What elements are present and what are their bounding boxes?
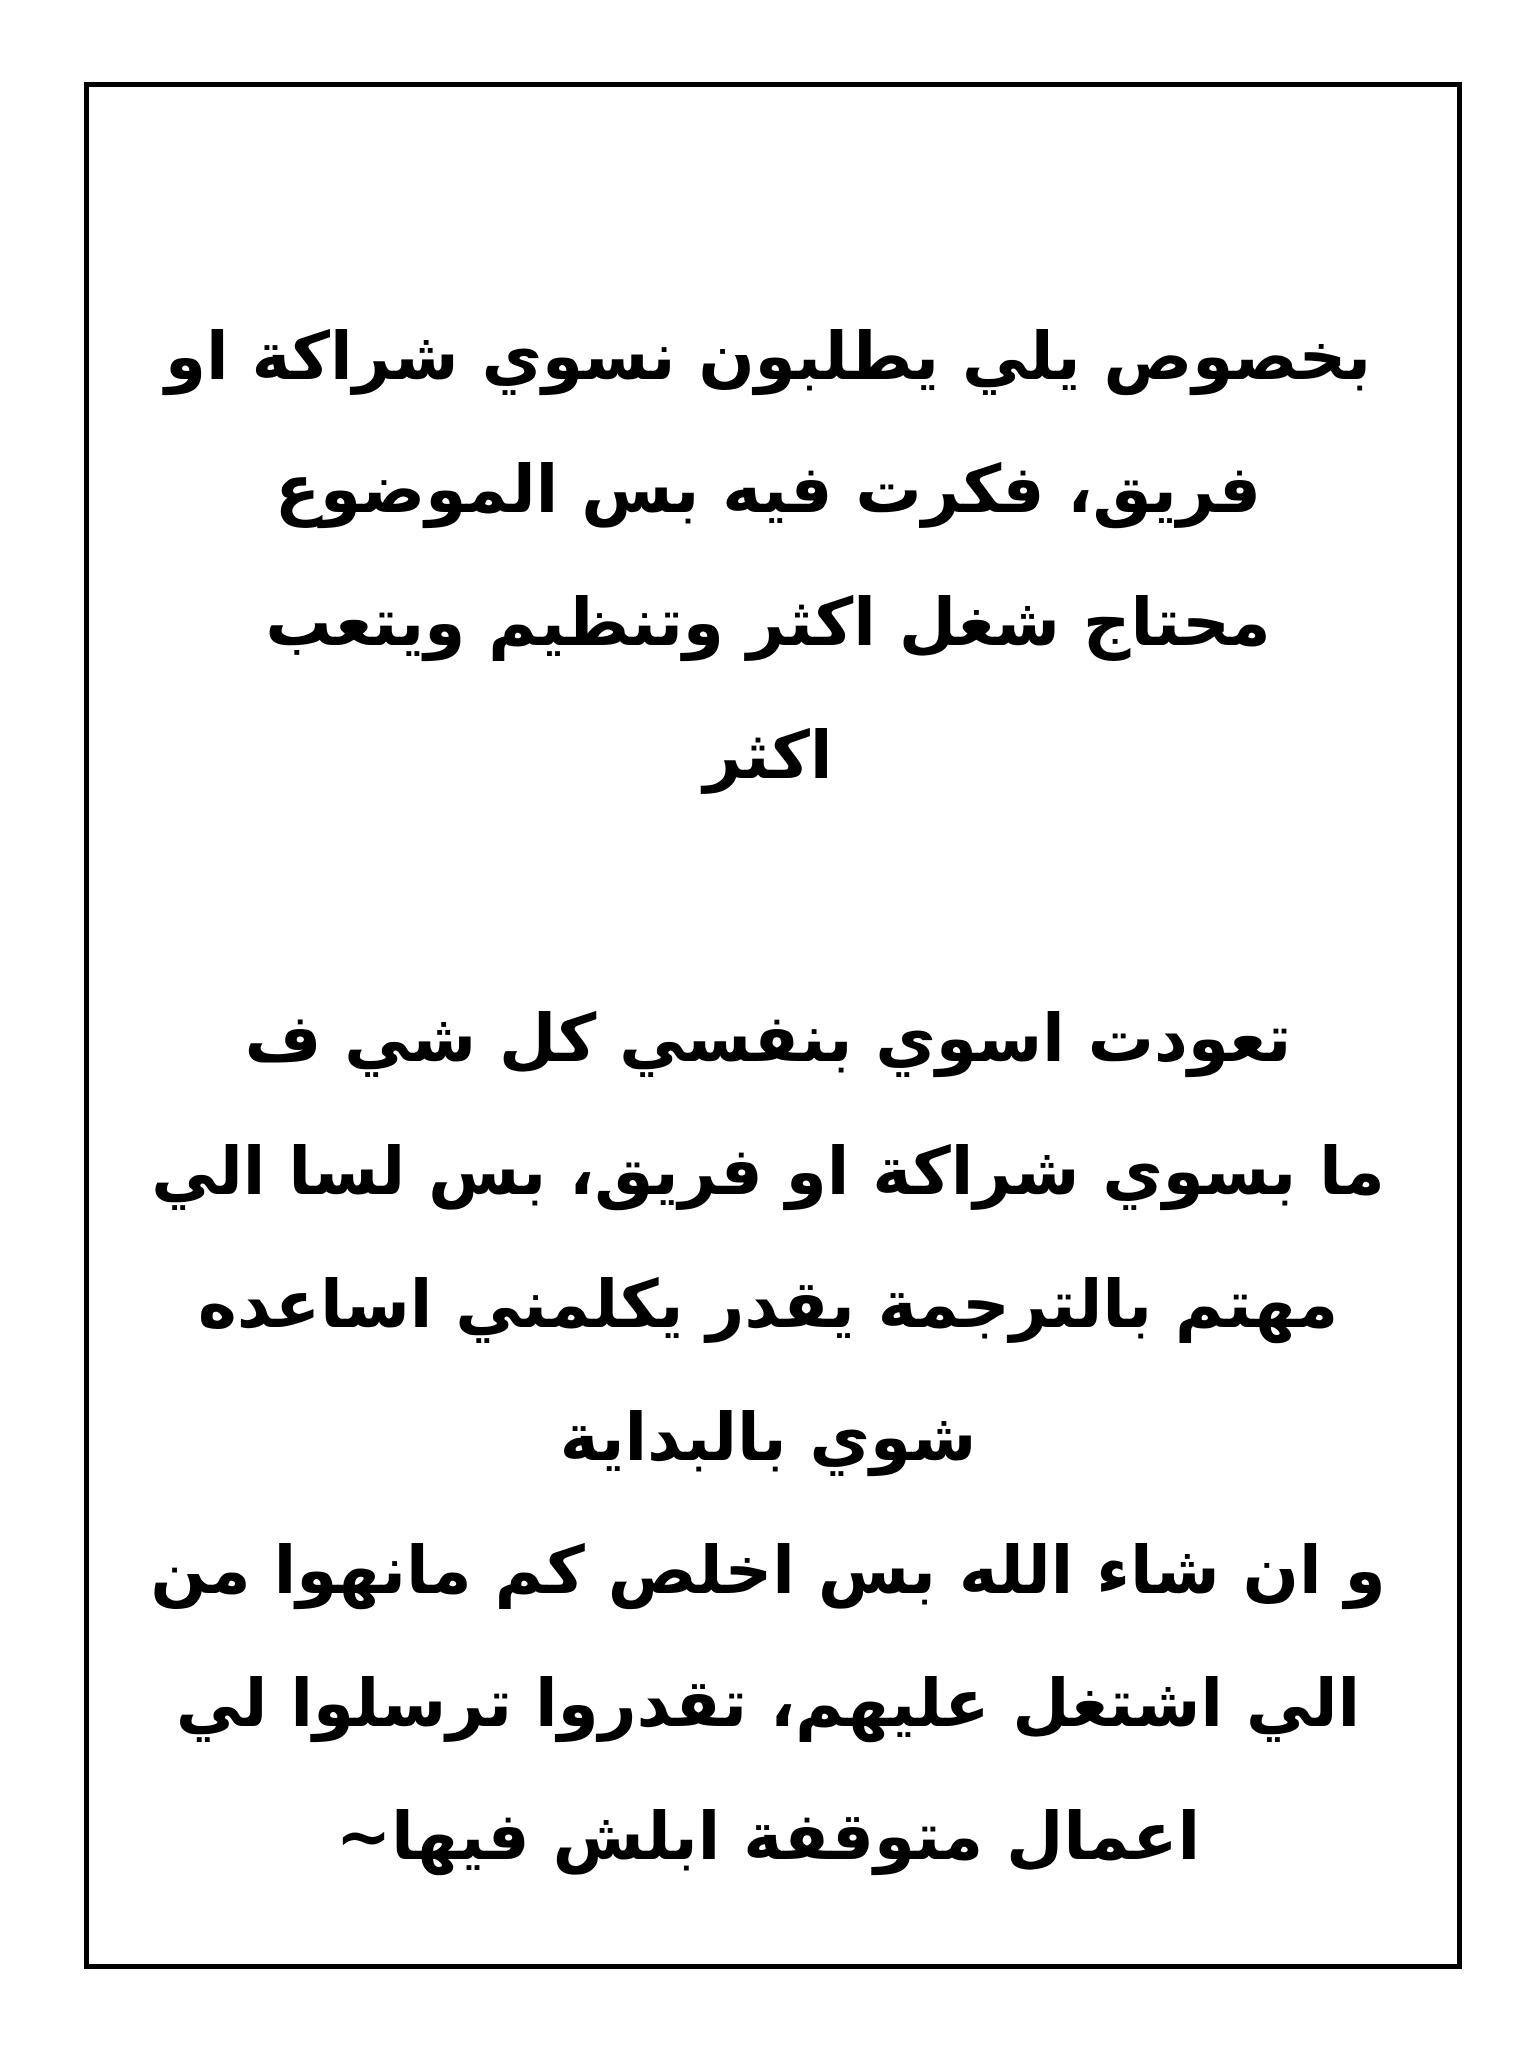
- text-line: شوي بالبداية: [559, 1399, 977, 1476]
- paragraph-gap: [100, 822, 1436, 972]
- text-line: بخصوص يلي يطلبون نسوي شراكة او: [164, 318, 1372, 395]
- announcement-text: [100, 290, 1436, 1903]
- text-line: محتاج شغل اكثر وتنظيم ويتعب: [265, 584, 1271, 661]
- text-line: فريق، فكرت فيه بس الموضوع: [274, 451, 1262, 528]
- text-line: ما بسوي شراكة او فريق، بس لسا الي: [151, 1133, 1385, 1210]
- text-line: اعمال متوقفة ابلش فيها~: [335, 1798, 1201, 1875]
- text-line: مهتم بالترجمة يقدر يكلمني اساعده: [197, 1266, 1339, 1343]
- text-line: تعودت اسوي بنفسي كل شي ف: [244, 1000, 1292, 1077]
- text-line: و ان شاء الله بس اخلص كم مانهوا من: [150, 1532, 1386, 1609]
- text-line: الي اشتغل عليهم، تقدروا ترسلوا لي: [175, 1665, 1361, 1742]
- text-line: اكثر: [703, 717, 833, 794]
